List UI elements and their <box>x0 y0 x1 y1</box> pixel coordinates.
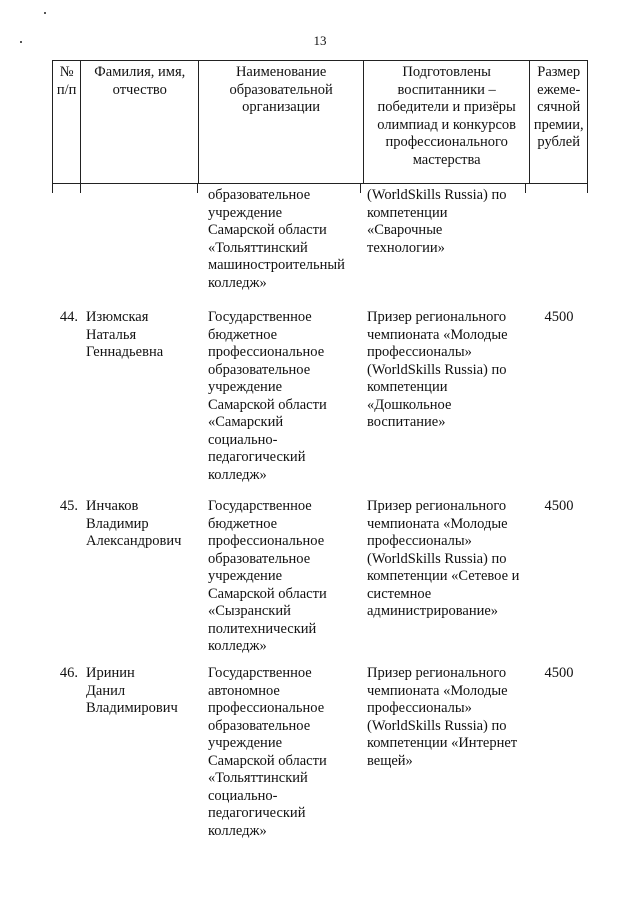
row-org: Государственное автономное профессиональное образовательное учреждение Самарской области «Тольяттинский социально- педагогический колледж» <box>208 665 327 839</box>
row-num: 44. <box>59 309 78 325</box>
row-prize: 4500 <box>544 309 574 325</box>
row-achievement: Призер регионального чемпионата «Молодые профессионалы» (WorldSkills Russia) по компетенции «Интернет вещей» <box>367 665 518 769</box>
page-number: 13 <box>313 33 327 48</box>
row-achievement: Призер регионального чемпионата «Молодые профессионалы» (WorldSkills Russia) по компетенции «Дошкольное воспитание» <box>367 309 508 430</box>
header-org: Наименование образовательной организации <box>199 61 364 184</box>
row-org: Государственное бюджетное профессиональное образовательное учреждение Самарской области «Сызранский политехнический колледж» <box>208 498 327 654</box>
row-prize: 4500 <box>544 498 574 514</box>
row-num: 45. <box>59 498 78 514</box>
row-num: 46. <box>59 665 78 681</box>
row-name: Инчаков Владимир Александрович <box>86 498 182 549</box>
row-prize: 4500 <box>544 665 574 681</box>
header-name: Фамилия, имя, отчество <box>81 61 199 184</box>
row-name: Изюмская Наталья Геннадьевна <box>86 309 164 360</box>
header-prize: Размер ежеме- сячной премии, рублей <box>530 61 588 184</box>
scan-speck <box>44 12 46 14</box>
row-org: Государственное бюджетное профессиональное образовательное учреждение Самарской области «Самарский социально- педагогический колледж» <box>208 309 327 483</box>
header-achievement: Подготовлены воспитанники – победители и призёры олимпиад и конкурсов профессионального мастерства <box>363 61 530 184</box>
header-num: № п/п <box>53 61 81 184</box>
table-header <box>52 60 588 184</box>
continuation-achievement: (WorldSkills Russia) по компетенции «Сварочные технологии» <box>367 187 507 256</box>
continuation-org: образовательное учреждение Самарской области «Тольяттинский машиностроительный колледж» <box>208 187 345 291</box>
row-name: Иринин Данил Владимирович <box>86 665 178 716</box>
row-achievement: Призер регионального чемпионата «Молодые профессионалы» (WorldSkills Russia) по компетенции «Сетевое и системное администрирование» <box>367 498 520 619</box>
